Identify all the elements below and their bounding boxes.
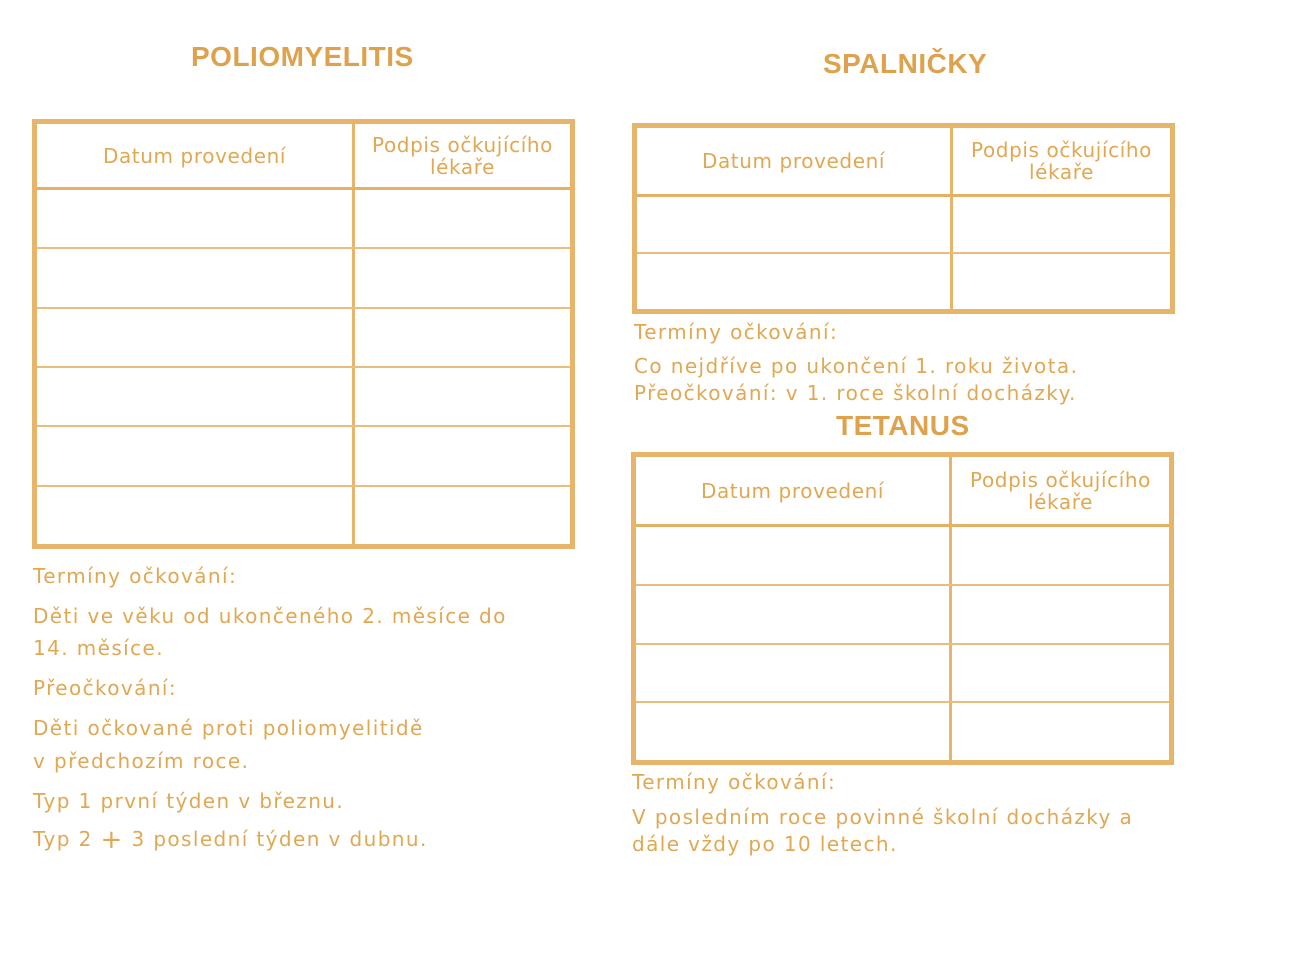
table-row bbox=[636, 701, 1169, 760]
measles-title: SPALNIČKY bbox=[823, 48, 988, 79]
signature-cell[interactable] bbox=[952, 703, 1169, 760]
signature-header-line-2: lékaře bbox=[429, 154, 496, 179]
date-column-header: Datum provedení bbox=[636, 457, 952, 524]
measles-terms-text-1: Co nejdříve po ukončení 1. roku života. bbox=[634, 354, 1079, 378]
polio-revaccination-text-2: v předchozím roce. bbox=[33, 749, 250, 773]
date-cell[interactable] bbox=[37, 427, 355, 484]
measles-terms-text-2: Přeočkování: v 1. roce školní docházky. bbox=[634, 381, 1077, 405]
polio-type1-schedule: Typ 1 první týden v březnu. bbox=[33, 789, 345, 813]
signature-cell[interactable] bbox=[953, 254, 1170, 309]
measles-vaccination-table bbox=[632, 123, 1175, 314]
signature-column-header bbox=[355, 124, 570, 187]
signature-cell[interactable] bbox=[952, 645, 1169, 702]
date-column-header: Datum provedení bbox=[37, 124, 355, 187]
table-row bbox=[37, 485, 570, 544]
signature-header-line-1: Podpis očkujícího bbox=[971, 138, 1152, 162]
table-row bbox=[636, 584, 1169, 643]
polio-terms-label: Termíny očkování: bbox=[33, 564, 238, 588]
tetanus-title: TETANUS bbox=[836, 410, 970, 441]
date-cell[interactable] bbox=[637, 197, 953, 252]
signature-cell[interactable] bbox=[355, 487, 570, 544]
plus-sign: + bbox=[100, 825, 124, 855]
signature-cell[interactable] bbox=[952, 586, 1169, 643]
table-row bbox=[37, 425, 570, 484]
date-cell[interactable] bbox=[636, 586, 952, 643]
table-row bbox=[37, 247, 570, 306]
type23-suffix: 3 poslední týden v dubnu. bbox=[131, 827, 428, 851]
table-row bbox=[37, 307, 570, 366]
table-row bbox=[37, 190, 570, 247]
polio-vaccination-table bbox=[32, 119, 575, 549]
type23-prefix: Typ 2 bbox=[33, 827, 93, 851]
signature-cell[interactable] bbox=[952, 527, 1169, 584]
date-cell[interactable] bbox=[637, 254, 953, 309]
polio-title: POLIOMYELITIS bbox=[191, 41, 414, 72]
date-cell[interactable] bbox=[37, 249, 355, 306]
date-cell[interactable] bbox=[37, 309, 355, 366]
tetanus-terms-text-2: dále vždy po 10 letech. bbox=[632, 832, 898, 856]
tetanus-vaccination-table bbox=[631, 452, 1174, 765]
signature-header-line-2: lékaře bbox=[1027, 489, 1094, 514]
signature-cell[interactable] bbox=[355, 427, 570, 484]
date-column-header: Datum provedení bbox=[637, 128, 953, 194]
signature-cell[interactable] bbox=[953, 197, 1170, 252]
table-row bbox=[637, 252, 1170, 309]
date-cell[interactable] bbox=[636, 527, 952, 584]
table-row bbox=[637, 197, 1170, 252]
signature-header-line-1: Podpis očkujícího bbox=[970, 467, 1151, 492]
table-row bbox=[636, 643, 1169, 702]
date-cell[interactable] bbox=[37, 190, 355, 247]
date-cell[interactable] bbox=[37, 368, 355, 425]
signature-header-line-1: Podpis očkujícího bbox=[372, 132, 553, 157]
date-cell[interactable] bbox=[37, 487, 355, 544]
date-cell[interactable] bbox=[636, 703, 952, 760]
tetanus-terms-text-1: V posledním roce povinné školní docházky a bbox=[632, 805, 1134, 829]
table-header-row bbox=[636, 457, 1169, 527]
measles-terms-label: Termíny očkování: bbox=[634, 320, 839, 344]
polio-terms-text-1: Děti ve věku od ukončeného 2. měsíce do bbox=[33, 604, 507, 628]
signature-cell[interactable] bbox=[355, 309, 570, 366]
tetanus-terms-label: Termíny očkování: bbox=[632, 770, 837, 794]
polio-revaccination-label: Přeočkování: bbox=[33, 676, 177, 700]
signature-cell[interactable] bbox=[355, 190, 570, 247]
signature-cell[interactable] bbox=[355, 368, 570, 425]
table-header-row bbox=[637, 128, 1170, 197]
polio-terms-text-2: 14. měsíce. bbox=[33, 636, 164, 660]
table-header-row bbox=[37, 124, 570, 190]
polio-type23-schedule bbox=[33, 827, 428, 853]
signature-cell[interactable] bbox=[355, 249, 570, 306]
date-cell[interactable] bbox=[636, 645, 952, 702]
table-row bbox=[636, 527, 1169, 584]
signature-header-line-2: lékaře bbox=[1028, 160, 1095, 184]
polio-revaccination-text-1: Děti očkované proti poliomyelitidě bbox=[33, 716, 424, 740]
signature-column-header bbox=[952, 457, 1169, 524]
table-row bbox=[37, 366, 570, 425]
signature-column-header bbox=[953, 128, 1170, 194]
